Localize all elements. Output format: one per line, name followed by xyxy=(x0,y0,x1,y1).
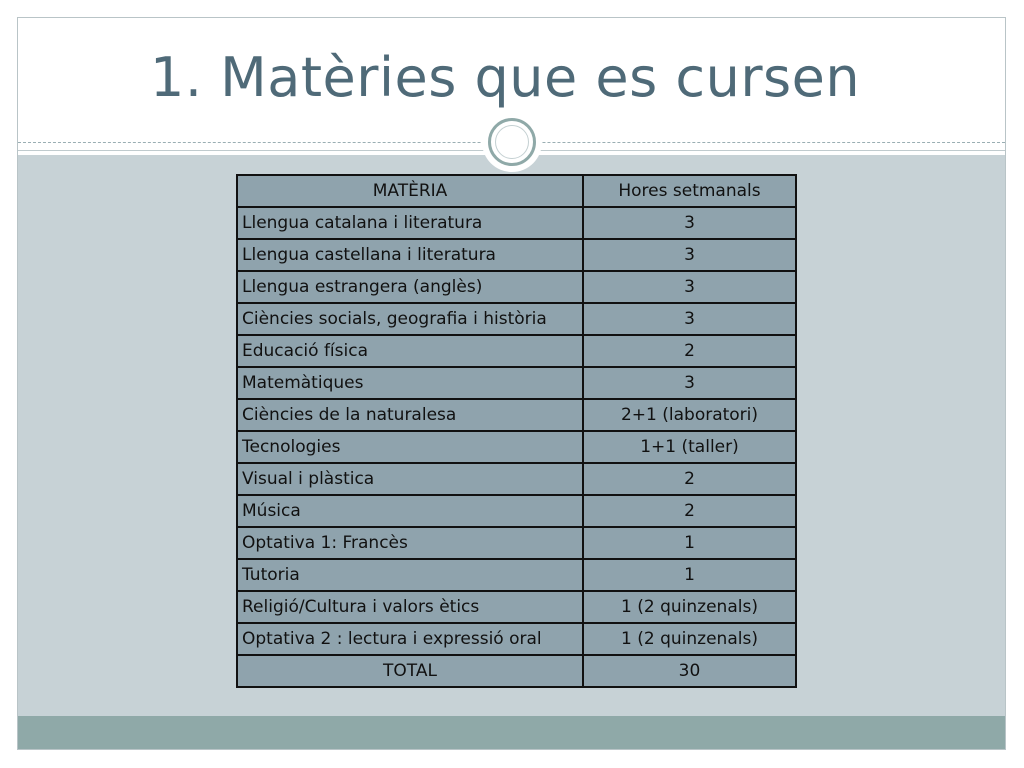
table-header-row xyxy=(237,175,796,207)
hours-cell: 3 xyxy=(583,271,796,303)
table-row xyxy=(237,335,796,367)
hours-cell: 1 xyxy=(583,527,796,559)
hours-cell: 2 xyxy=(583,335,796,367)
table-row xyxy=(237,495,796,527)
subject-cell: Llengua catalana i literatura xyxy=(237,207,583,239)
total-label: TOTAL xyxy=(237,655,583,687)
subjects-table xyxy=(236,174,797,688)
hours-cell: 3 xyxy=(583,367,796,399)
table-row xyxy=(237,239,796,271)
ring-icon-core xyxy=(495,125,529,159)
subject-cell: Optativa 1: Francès xyxy=(237,527,583,559)
subject-cell: Tecnologies xyxy=(237,431,583,463)
table-row xyxy=(237,463,796,495)
total-value: 30 xyxy=(583,655,796,687)
hours-cell: 3 xyxy=(583,239,796,271)
table-total-row xyxy=(237,655,796,687)
subject-cell: Religió/Cultura i valors ètics xyxy=(237,591,583,623)
column-header-hours: Hores setmanals xyxy=(583,175,796,207)
table-row xyxy=(237,623,796,655)
subject-cell: Optativa 2 : lectura i expressió oral xyxy=(237,623,583,655)
table-row xyxy=(237,207,796,239)
table-row xyxy=(237,303,796,335)
hours-cell: 2+1 (laboratori) xyxy=(583,399,796,431)
subject-cell: Ciències de la naturalesa xyxy=(237,399,583,431)
subject-cell: Música xyxy=(237,495,583,527)
table-row xyxy=(237,527,796,559)
subject-cell: Educació física xyxy=(237,335,583,367)
table-row xyxy=(237,559,796,591)
table-row xyxy=(237,431,796,463)
footer-band xyxy=(18,716,1005,749)
subject-cell: Llengua estrangera (anglès) xyxy=(237,271,583,303)
subject-cell: Llengua castellana i literatura xyxy=(237,239,583,271)
hours-cell: 3 xyxy=(583,303,796,335)
table-row xyxy=(237,367,796,399)
table-row xyxy=(237,271,796,303)
subject-cell: Tutoria xyxy=(237,559,583,591)
hours-cell: 3 xyxy=(583,207,796,239)
hours-cell: 1 (2 quinzenals) xyxy=(583,623,796,655)
table-row xyxy=(237,399,796,431)
hours-cell: 2 xyxy=(583,463,796,495)
hours-cell: 2 xyxy=(583,495,796,527)
column-header-subject: MATÈRIA xyxy=(237,175,583,207)
slide-title: 1. Matèries que es cursen xyxy=(150,46,861,109)
table-body xyxy=(237,207,796,655)
hours-cell: 1 xyxy=(583,559,796,591)
subject-cell: Visual i plàstica xyxy=(237,463,583,495)
subject-cell: Ciències socials, geografia i història xyxy=(237,303,583,335)
hours-cell: 1+1 (taller) xyxy=(583,431,796,463)
hours-cell: 1 (2 quinzenals) xyxy=(583,591,796,623)
subject-cell: Matemàtiques xyxy=(237,367,583,399)
table-row xyxy=(237,591,796,623)
